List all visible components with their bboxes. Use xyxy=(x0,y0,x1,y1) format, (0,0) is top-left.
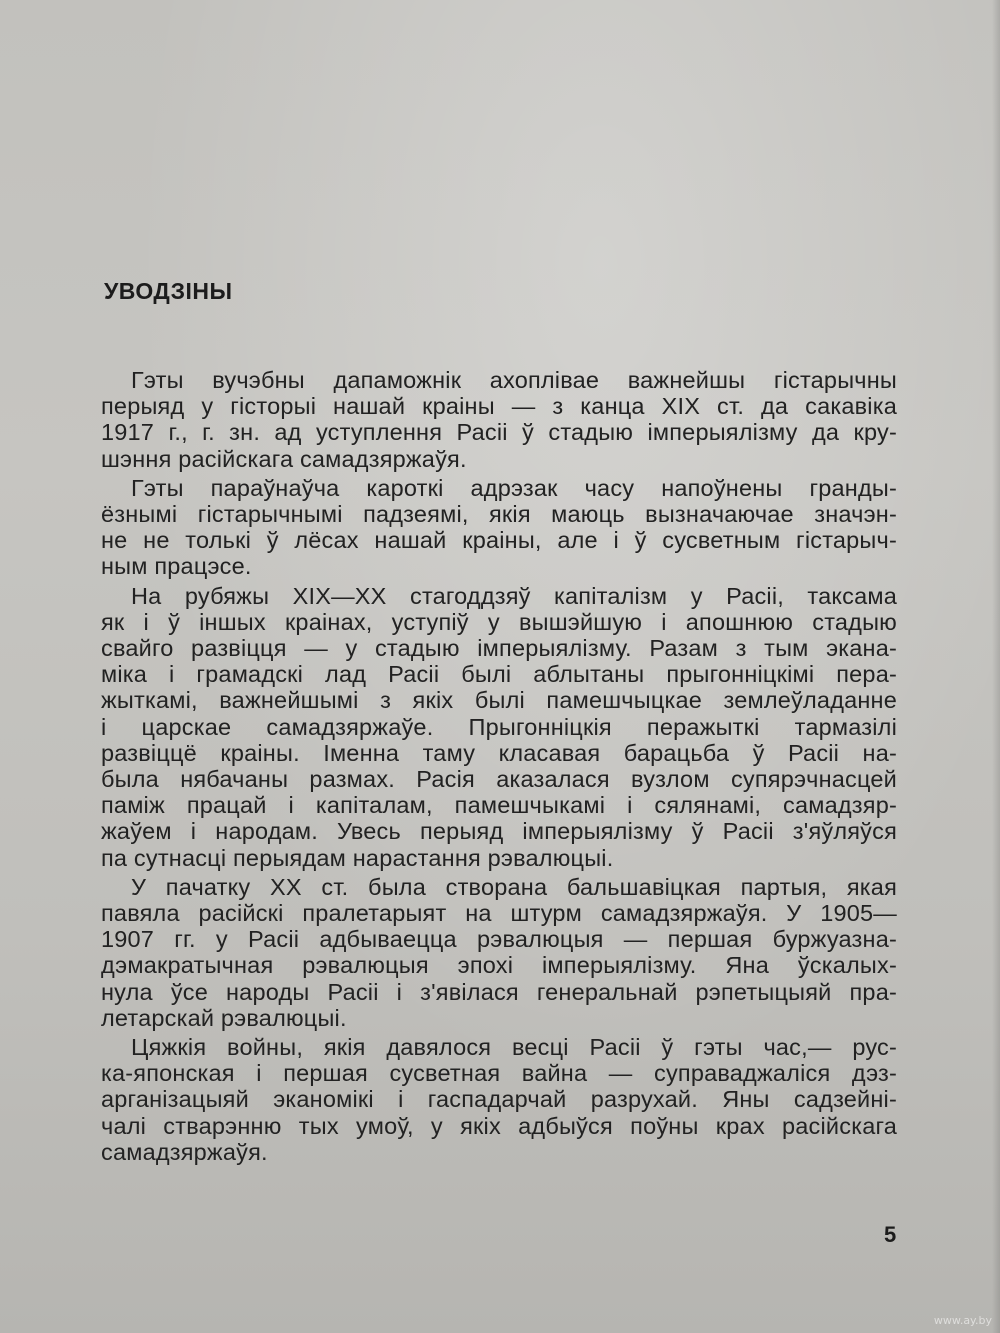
text-line: 1907 гг. у Расіі адбываецца рэвалюцыя — першая буржуазна- xyxy=(101,926,897,953)
text-line: У пачатку XX ст. была створана бальшавіцкая партыя, якая xyxy=(131,873,897,900)
text-line: арганізацыяй эканомікі і гаспадарчай разрухай. Яны садзейні- xyxy=(101,1086,897,1113)
paragraph xyxy=(101,874,897,1031)
text-line: міка і грамадскі лад Расіі былі аблытаны прыгонніцкімі пера- xyxy=(101,661,897,688)
text-line: Цяжкія войны, якія давялося весці Расіі ў гэты час,— рус- xyxy=(131,1034,897,1061)
text-line: ным працэсе. xyxy=(101,553,252,580)
text-line: шэння расійскага самадзяржаўя. xyxy=(101,445,467,472)
site-watermark: www.ay.by xyxy=(933,1314,992,1327)
text-line: летарскай рэвалюцыі. xyxy=(101,1004,347,1031)
text-line: свайго развіцця — у стадыю імперыялізму. Разам з тым экана- xyxy=(101,635,897,662)
paragraph xyxy=(101,1034,897,1165)
text-line: Гэты вучэбны дапаможнік ахоплівае важнейшы гістарычны xyxy=(131,367,897,393)
text-line: жаўем і народам. Увесь перыяд імперыялізму ў Расіі з'яўляўся xyxy=(101,818,897,845)
text-line: чалі стварэнню тых умоў, у якіх адбыўся поўны крах расійскага xyxy=(101,1112,897,1139)
text-line: На рубяжы XIX—XX стагоддзяў капіталізм у Расіі, таксама xyxy=(131,582,897,609)
paragraph xyxy=(101,583,897,871)
text-line: была нябачаны размах. Расія аказалася вузлом супярэчнасцей xyxy=(101,766,897,793)
page-edge-shadow xyxy=(992,0,1000,1333)
text-line: нула ўсе народы Расіі і з'явілася генеральнай рэпетыцыяй пра- xyxy=(101,978,897,1005)
page-number: 5 xyxy=(884,1222,897,1247)
body-text xyxy=(101,367,897,1168)
chapter-heading: УВОДЗІНЫ xyxy=(104,278,233,304)
text-line: паміж працай і капіталам, памешчыкамі і сялянамі, самадзяр- xyxy=(101,792,897,819)
paragraph xyxy=(101,475,897,580)
text-line: Гэты параўнаўча кароткі адрэзак часу напоўнены гранды- xyxy=(131,474,897,501)
text-line: самадзяржаўя. xyxy=(101,1138,268,1165)
text-line: не не толькі ў лёсах нашай краіны, але і ў сусветным гістарыч- xyxy=(101,527,897,554)
text-line: ёзнымі гістарычнымі падзеямі, якія маюць вызначаючае значэн- xyxy=(101,501,897,528)
paragraph xyxy=(101,367,897,472)
text-line: дэмакратычная рэвалюцыя эпохі імперыялізму. Яна ўскалых- xyxy=(101,952,897,979)
text-line: перыяд у гісторыі нашай краіны — з канца XIX ст. да сакавіка xyxy=(101,393,897,420)
text-line: развіццё краіны. Іменна таму класавая барацьба ў Расіі на- xyxy=(101,739,897,766)
text-line: па сутнасці перыядам нарастання рэвалюцыі. xyxy=(101,844,614,871)
text-line: павяла расійскі пралетарыят на штурм самадзяржаўя. У 1905— xyxy=(101,900,897,927)
text-line: жыткамі, важнейшымі з якіх былі памешчыцкае землеўладанне xyxy=(101,687,897,714)
text-line: і царскае самадзяржаўе. Прыгонніцкія перажыткі тармазілі xyxy=(101,713,897,740)
text-line: як і ў іншых краінах, уступіў у вышэйшую і апошнюю стадыю xyxy=(101,608,897,635)
text-line: 1917 г., г. зн. ад уступлення Расіі ў стадыю імперыялізму да кру- xyxy=(101,419,897,446)
text-line: ка-японская і першая сусветная вайна — суправаджаліся дэз- xyxy=(101,1060,897,1087)
